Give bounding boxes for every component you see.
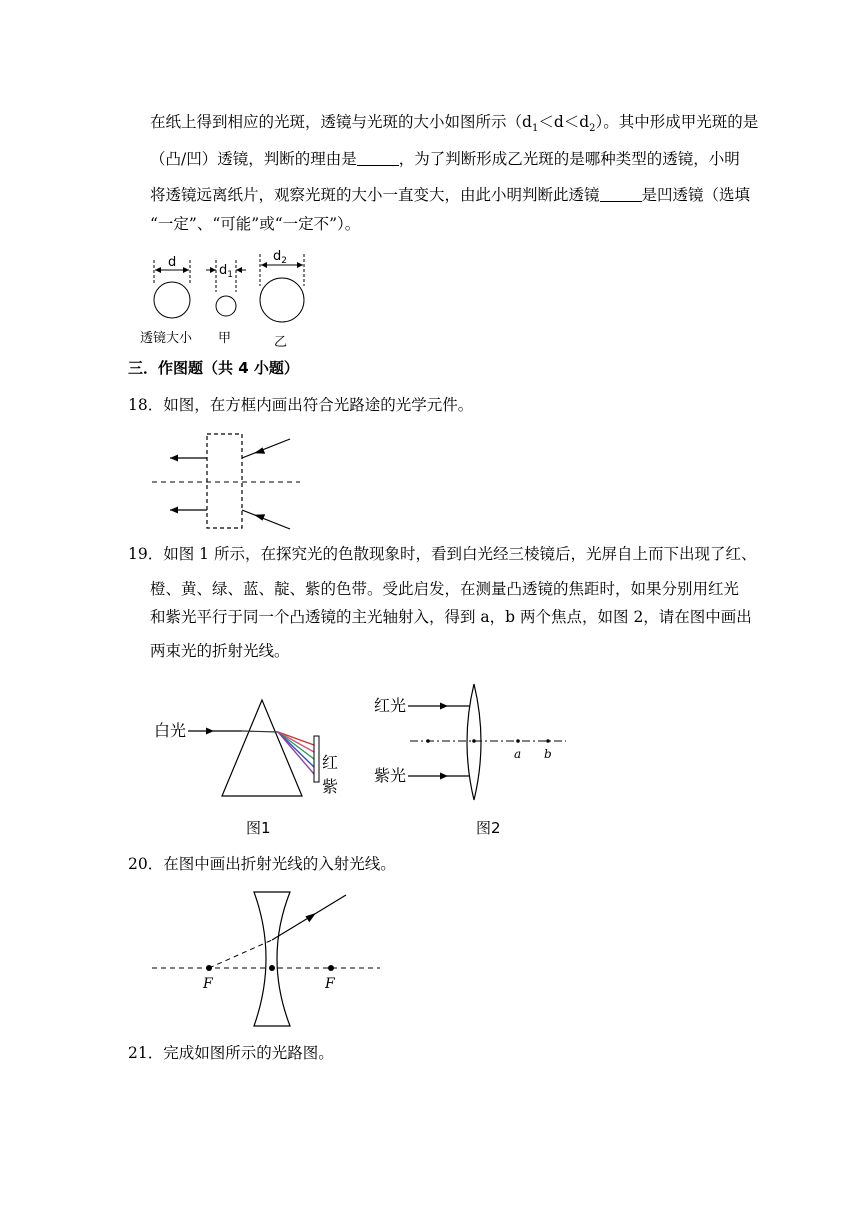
- d2-sub: 2: [281, 256, 287, 266]
- bottom-incident-ray: [242, 510, 290, 529]
- focus-a-point: [516, 739, 520, 743]
- jia-circle: [216, 296, 236, 316]
- q19-figure-2: [370, 682, 580, 840]
- d2-arrow-right: [297, 262, 303, 268]
- white-light-label: 白光: [154, 721, 187, 740]
- concave-lens: [254, 892, 290, 1026]
- q17-line-4: “一定”、“可能”或“一定不”）。: [150, 215, 361, 233]
- q18-figure: [150, 432, 300, 532]
- answer-blank-reason[interactable]: [357, 151, 399, 166]
- d1-main: d: [219, 263, 228, 278]
- optical-center-point: [269, 965, 275, 971]
- q17-line-1-text-c: ）。其中形成甲光斑的是: [595, 113, 759, 131]
- top-incident-arrow: [254, 447, 265, 453]
- d1-sub: 1: [227, 270, 233, 280]
- q19-figure-1: [150, 690, 350, 840]
- q17-line-3: [150, 187, 750, 204]
- q17-line-3-text-a: 将透镜远离纸片，观察光斑的大小一直变大，由此小明判断此透镜: [150, 186, 600, 204]
- answer-blank-lens[interactable]: [600, 187, 642, 202]
- bottom-incident-arrow: [254, 514, 265, 520]
- q21-text: 21．完成如图所示的光路图。: [128, 1044, 334, 1062]
- extension-line: [209, 940, 272, 968]
- bottom-output-arrow: [170, 507, 178, 514]
- q18-text: 18．如图，在方框内画出符合光路途的光学元件。: [128, 396, 474, 414]
- prism: [222, 700, 302, 796]
- d2-main: d: [273, 249, 282, 264]
- red-label: 红: [322, 753, 339, 772]
- top-incident-ray: [242, 439, 290, 458]
- fig1-caption: 图1: [246, 819, 271, 837]
- green-ray: [278, 732, 314, 759]
- violet-light-label: 紫光: [374, 766, 407, 785]
- white-light-arrow: [206, 728, 214, 735]
- d-arrow-left: [155, 267, 161, 273]
- q17-line-3-text-b: 是凹透镜（选填: [641, 186, 751, 204]
- light-screen: [314, 736, 319, 782]
- label-jia: 甲: [218, 331, 232, 346]
- violet-light-arrow: [440, 773, 448, 780]
- violet-label: 紫: [322, 777, 339, 796]
- section-3-title: 三．作图题（共 4 小题）: [128, 359, 299, 377]
- q17-sub-1: 1: [531, 123, 539, 135]
- label-yi: 乙: [274, 335, 288, 350]
- focus-right-point: [328, 965, 334, 971]
- d-arrow-right: [183, 267, 189, 273]
- q17-line-1: [150, 115, 758, 134]
- lens-circle: [154, 282, 190, 318]
- q17-line-1-text-a: 在纸上得到相应的光斑，透镜与光斑的大小如图所示（d: [150, 113, 532, 131]
- q19-line-4: 两束光的折射光线。: [150, 642, 290, 660]
- fig2-caption: 图2: [476, 819, 501, 837]
- top-output-arrow: [170, 455, 178, 462]
- q17-line-1-text-b: ＜d＜d: [538, 113, 590, 131]
- d1-label: [219, 263, 233, 280]
- q17-figure: [140, 244, 320, 352]
- red-light-arrow: [440, 703, 448, 710]
- yi-circle: [260, 278, 304, 322]
- focus-a-label: a: [514, 747, 522, 761]
- focus-right-label: F: [325, 976, 335, 992]
- focus-b-label: b: [544, 747, 552, 761]
- q17-sub-2: 2: [589, 123, 596, 135]
- d1-arrow-head-left: [210, 267, 216, 273]
- q19-line-3: 和紫光平行于同一个凸透镜的主光轴射入，得到 a，b 两个焦点，如图 2，请在图中画出: [150, 608, 752, 626]
- refracted-ray-arrow: [306, 913, 317, 922]
- lens-center-point: [472, 739, 476, 743]
- q17-line-2-text-b: ，为了判断形成乙光斑的是哪种类型的透镜，小明: [398, 150, 740, 168]
- red-light-label: 红光: [374, 696, 407, 715]
- d2-arrow-left: [261, 262, 267, 268]
- d2-label: [273, 249, 287, 266]
- focus-b-point: [546, 739, 550, 743]
- d1-arrow-head-right: [236, 267, 242, 273]
- q20-text: 20．在图中画出折射光线的入射光线。: [128, 855, 396, 873]
- q17-line-2: [150, 151, 740, 168]
- q17-line-2-text-a: （凸/凹）透镜，判断的理由是: [150, 150, 357, 168]
- axis-point-left: [426, 739, 430, 743]
- blank-box: [207, 434, 242, 528]
- refracted-inside: [242, 731, 278, 732]
- d-label: d: [168, 255, 177, 270]
- q19-line-2: 橙、黄、绿、蓝、靛、紫的色带。受此启发，在测量凸透镜的焦距时，如果分别用红光: [150, 580, 740, 598]
- focus-left-label: F: [203, 976, 213, 992]
- q20-figure: [150, 890, 385, 1030]
- q19-line-1: 19．如图 1 所示，在探究光的色散现象时，看到白光经三棱镜后，光屏自上而下出现了红、: [128, 545, 757, 563]
- label-lens-size: 透镜大小: [140, 331, 193, 346]
